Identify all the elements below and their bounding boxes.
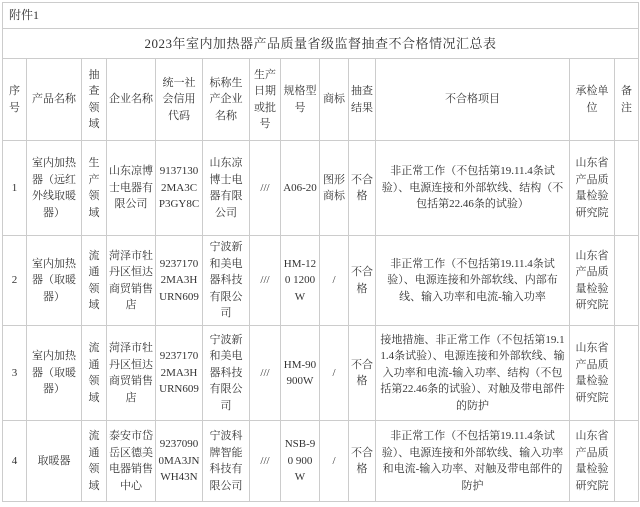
cell-credit-code: 92370900MA3JNWH43N [156, 421, 203, 502]
cell-failed-items: 非正常工作（不包括第19.11.4条试验）、电源连接和外部软线、内部布线、输入功率和电流-输入功率 [376, 236, 570, 326]
cell-product-name: 取暖器 [27, 421, 82, 502]
cell-remarks [615, 421, 639, 502]
cell-company-name: 菏泽市牡丹区恒达商贸销售店 [107, 236, 156, 326]
cell-index: 2 [3, 236, 27, 326]
cell-index: 4 [3, 421, 27, 502]
col-header-product-name: 产品名称 [27, 59, 82, 141]
cell-inspection-field: 流通领域 [82, 236, 107, 326]
col-header-remarks: 备注 [615, 59, 639, 141]
cell-company-name: 泰安市岱岳区德美电器销售中心 [107, 421, 156, 502]
cell-trademark: 图形商标 [320, 141, 349, 236]
col-header-failed-items: 不合格项目 [376, 59, 570, 141]
page-title: 2023年室内加热器产品质量省级监督抽查不合格情况汇总表 [3, 29, 639, 59]
table-row [3, 326, 639, 421]
cell-inspection-agency: 山东省产品质量检验研究院 [570, 236, 615, 326]
cell-inspection-field: 流通领域 [82, 326, 107, 421]
cell-manufacturer-name: 宁波新和美电器科技有限公司 [203, 236, 250, 326]
document-title-row [3, 29, 639, 59]
col-header-company-name: 企业名称 [107, 59, 156, 141]
col-header-trademark: 商标 [320, 59, 349, 141]
inspection-summary-table [2, 2, 639, 502]
cell-company-name: 山东凉博士电器有限公司 [107, 141, 156, 236]
cell-product-name: 室内加热器（取暖器） [27, 236, 82, 326]
attachment-label: 附件1 [3, 3, 639, 29]
col-header-inspection-field: 抽查领域 [82, 59, 107, 141]
cell-result: 不合格 [349, 421, 376, 502]
col-header-result: 抽查结果 [349, 59, 376, 141]
cell-batch-number: /// [250, 236, 281, 326]
table-row [3, 421, 639, 502]
col-header-index: 序号 [3, 59, 27, 141]
col-header-manufacturer-name: 标称生产企业名称 [203, 59, 250, 141]
cell-batch-number: /// [250, 421, 281, 502]
cell-failed-items: 非正常工作（不包括第19.11.4条试验）、电源连接和外部软线、结构（不包括第22.46条的试验） [376, 141, 570, 236]
cell-remarks [615, 326, 639, 421]
cell-result: 不合格 [349, 141, 376, 236]
cell-batch-number: /// [250, 141, 281, 236]
cell-trademark: / [320, 326, 349, 421]
table-header-row [3, 59, 639, 141]
cell-inspection-agency: 山东省产品质量检验研究院 [570, 326, 615, 421]
cell-inspection-field: 流通领域 [82, 421, 107, 502]
cell-manufacturer-name: 山东凉博士电器有限公司 [203, 141, 250, 236]
cell-credit-code: 92371702MA3HURN609 [156, 236, 203, 326]
cell-result: 不合格 [349, 326, 376, 421]
attachment-row [3, 3, 639, 29]
cell-remarks [615, 141, 639, 236]
table-row [3, 236, 639, 326]
cell-trademark: / [320, 421, 349, 502]
cell-result: 不合格 [349, 236, 376, 326]
cell-batch-number: /// [250, 326, 281, 421]
cell-remarks [615, 236, 639, 326]
cell-model: A06-20 [281, 141, 320, 236]
cell-model: HM-120 1200W [281, 236, 320, 326]
col-header-credit-code: 统一社会信用代码 [156, 59, 203, 141]
col-header-model: 规格型号 [281, 59, 320, 141]
cell-model: NSB-90 900W [281, 421, 320, 502]
cell-credit-code: 92371702MA3HURN609 [156, 326, 203, 421]
cell-trademark: / [320, 236, 349, 326]
cell-inspection-agency: 山东省产品质量检验研究院 [570, 421, 615, 502]
cell-company-name: 菏泽市牡丹区恒达商贸销售店 [107, 326, 156, 421]
table-row [3, 141, 639, 236]
cell-index: 1 [3, 141, 27, 236]
cell-product-name: 室内加热器（远红外线取暖器） [27, 141, 82, 236]
cell-inspection-field: 生产领域 [82, 141, 107, 236]
cell-failed-items: 接地措施、非正常工作（不包括第19.11.4条试验）、电源连接和外部软线、输入功率和电流-输入功率、结构（不包括第22.46条的试验）、对触及带电部件的防护 [376, 326, 570, 421]
cell-manufacturer-name: 宁波新和美电器科技有限公司 [203, 326, 250, 421]
cell-failed-items: 非正常工作（不包括第19.11.4条试验）、电源连接和外部软线、输入功率和电流-输入功率、对触及带电部件的防护 [376, 421, 570, 502]
cell-model: HM-90 900W [281, 326, 320, 421]
col-header-inspection-agency: 承检单位 [570, 59, 615, 141]
col-header-batch-number: 生产日期或批号 [250, 59, 281, 141]
cell-index: 3 [3, 326, 27, 421]
cell-inspection-agency: 山东省产品质量检验研究院 [570, 141, 615, 236]
cell-product-name: 室内加热器（取暖器） [27, 326, 82, 421]
cell-credit-code: 91371302MA3CP3GY8C [156, 141, 203, 236]
cell-manufacturer-name: 宁波科牌智能科技有限公司 [203, 421, 250, 502]
